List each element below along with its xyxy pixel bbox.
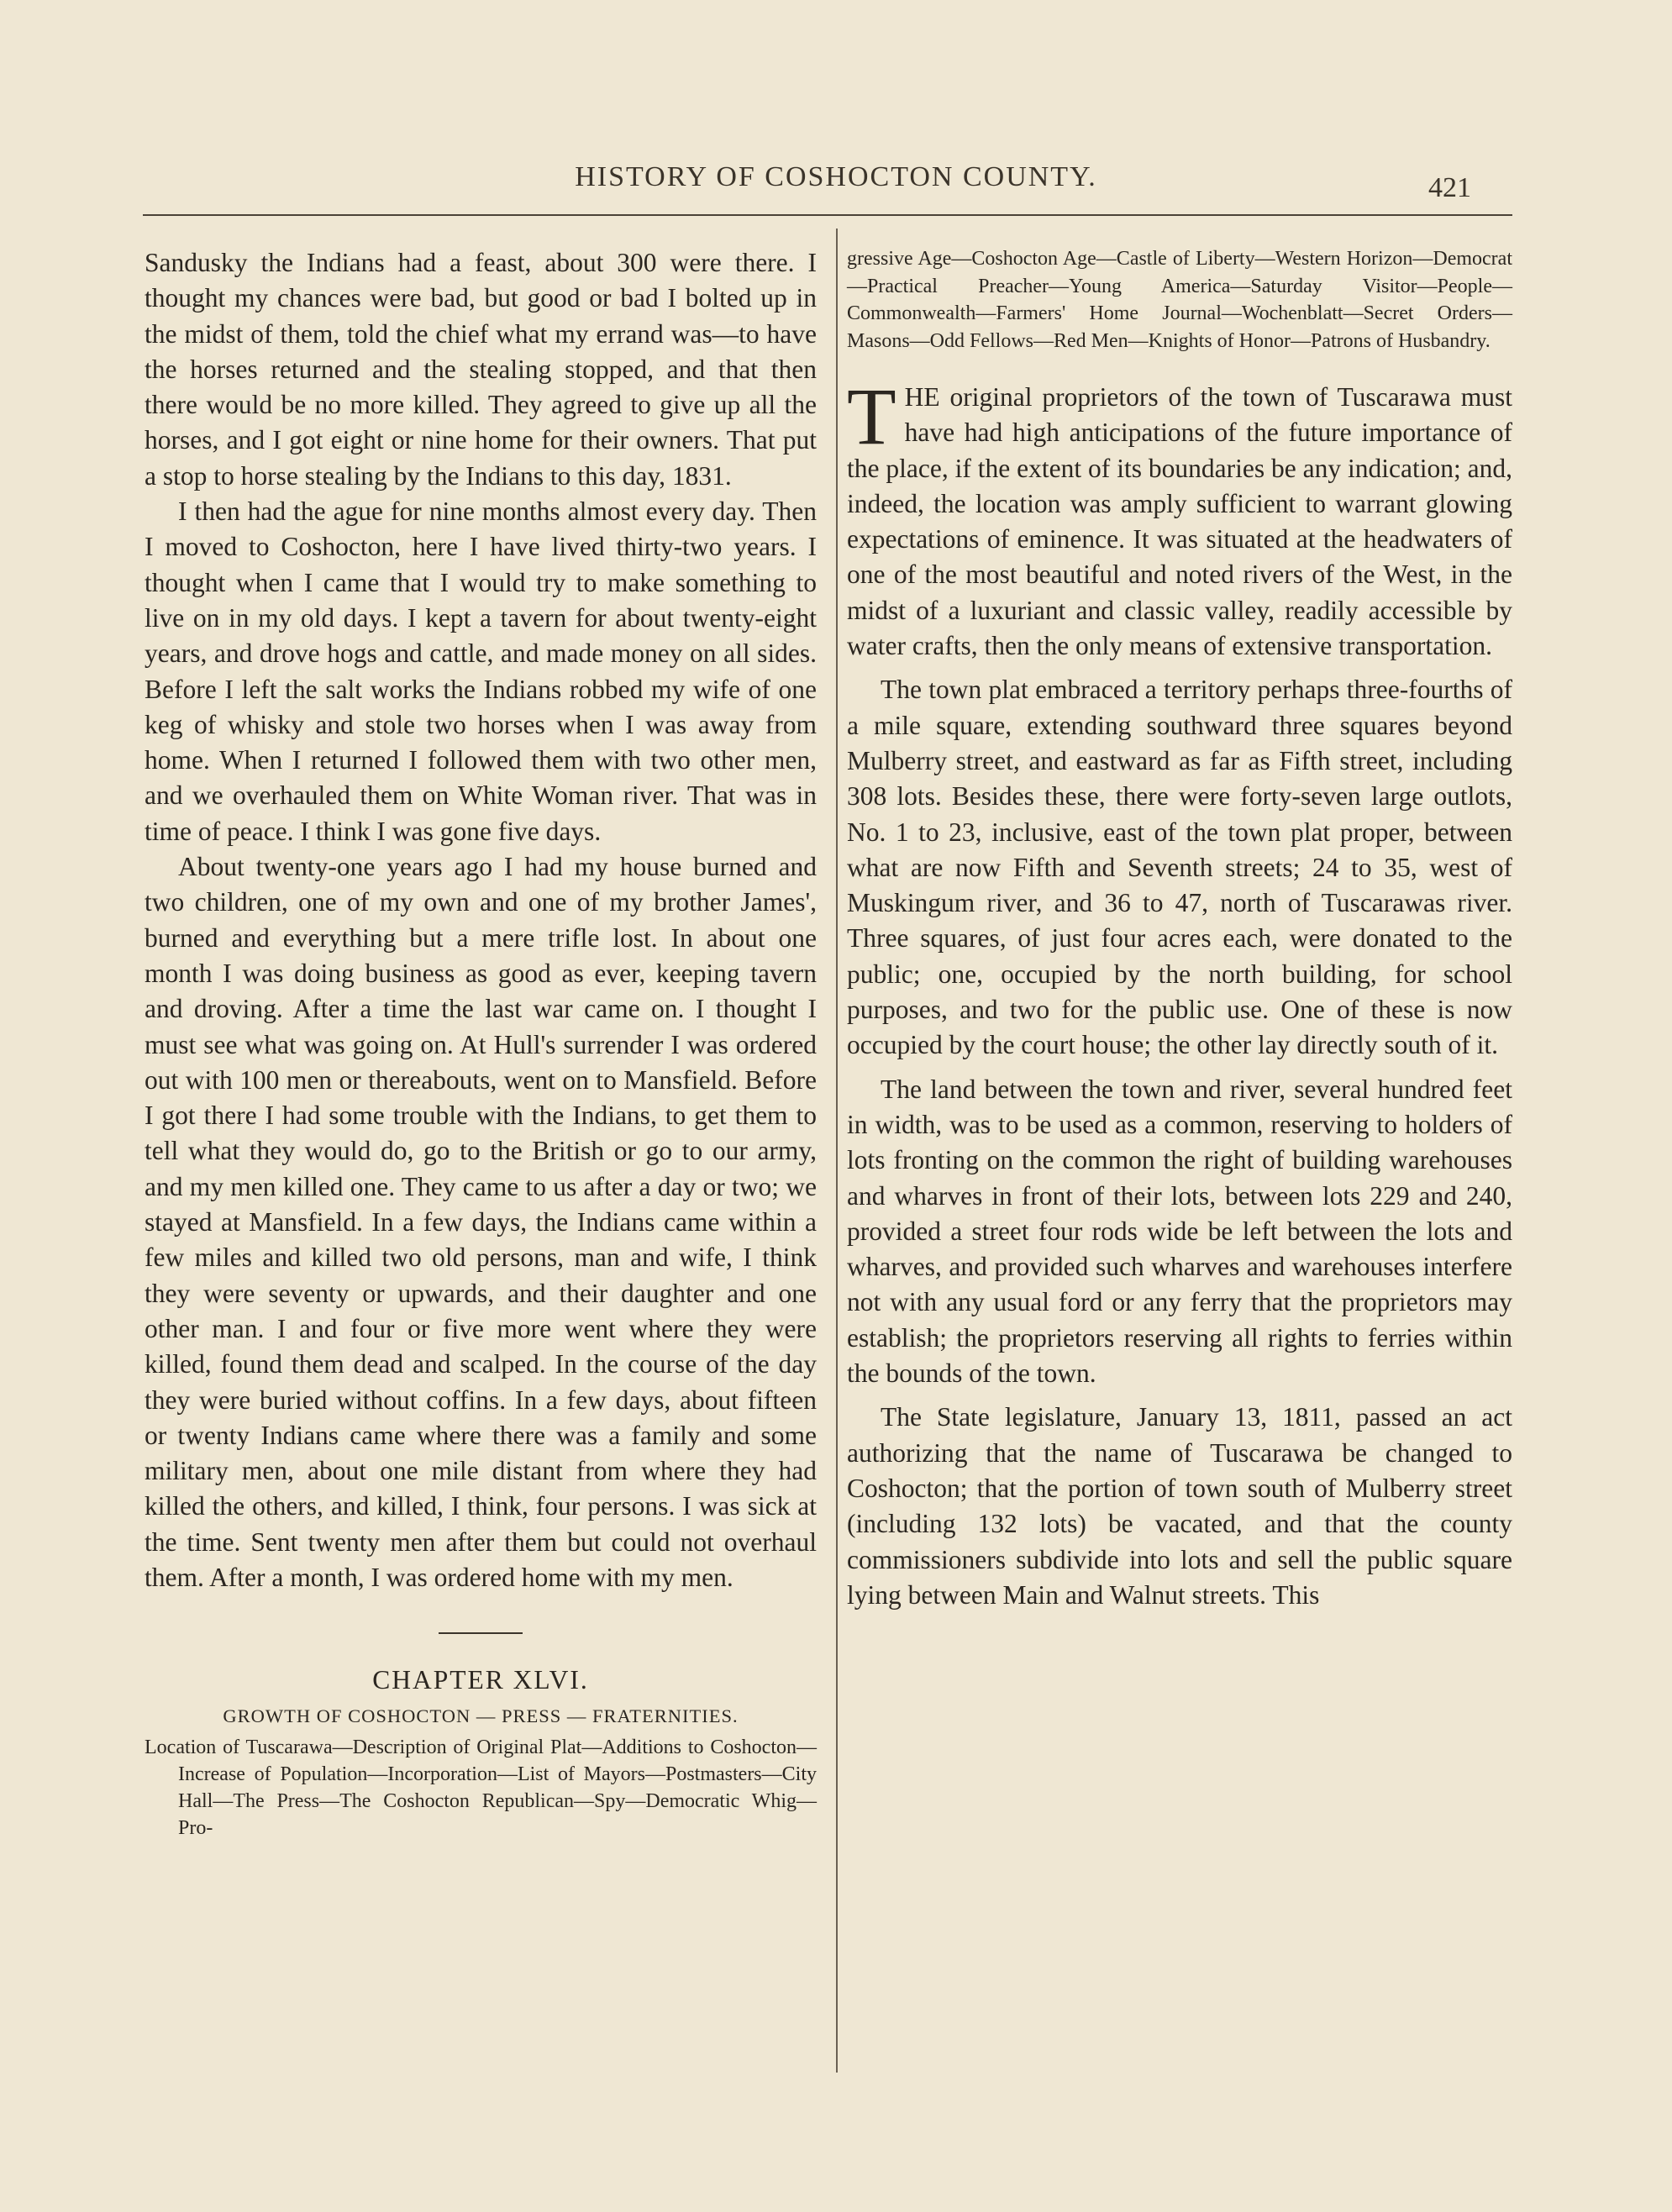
column-divider <box>836 229 838 2073</box>
right-paragraph-3: The State legislature, January 13, 1811, passed an act authorizing that the name of Tuscarawa be changed to Coshocton; that the portion of town south of Mulberry street (including 132 lots) be vacated, and that the county commissioners subdivide into lots and sell the public square lying between Main and Walnut streets. This <box>847 1402 1512 1610</box>
left-column <box>145 245 817 1842</box>
page-number: 421 <box>1428 172 1471 203</box>
chapter-separator-rule <box>439 1632 523 1634</box>
left-paragraph-3: About twenty-one years ago I had my house burned and two children, one of my own and one of my brother James', burned and everything but a mere trifle lost. In about one month I was doing business as good as ever, keeping tavern and droving. After a time the last war came on. I thought I must see what was going on. At Hull's surrender I was ordered out with 100 men or thereabouts, went on to Mansfield. Before I got there I had some trouble with the Indians, to get them to tell what they would do, go to the British or go to our army, and my men killed one. They came to us after a day or two; we stayed at Mansfield. In a few days, the Indians came within a few miles and killed two old persons, man and wife, I think they were seventy or upwards, and their daughter and one other man. I and four or five more went where they were killed, found them dead and scalped. In the course of the day they were buried without coffins. In a few days, about fifteen or twenty Indians came where there was a family and some military men, about one mile distant from where they had killed the others, and killed, I think, four persons. I was sick at the time. Sent twenty men after them but could not overhaul them. After a month, I was ordered home with my men. <box>145 852 817 1592</box>
opening-paragraph <box>847 371 1512 664</box>
right-paragraph-1: The town plat embraced a territory perhaps three-fourths of a mile square, extending southward three squares beyond Mulberry street, and eastward as far as Fifth street, including 308 lots. Besides these, there were forty-seven large outlots, No. 1 to 23, inclusive, east of the town plat proper, between what are now Fifth and Seventh streets; 24 to 35, west of Muskingum river, and 36 to 47, north of Tuscarawas river. Three squares, of just four acres each, were donated to the public; one, occupied by the north building, for school purposes, and two for the public use. One of these is now occupied by the court house; the other lay directly south of it. <box>847 675 1512 1060</box>
header-rule <box>143 214 1512 216</box>
left-paragraph-1: Sandusky the Indians had a feast, about 300 were there. I thought my chances were bad, but good or bad I bolted up in the midst of them, told the chief what my errand was—to have the horses returned and the stealing stopped, and that then there would be no more killed. They agreed to give up all the horses, and I got eight or nine home for their owners. That put a stop to horse stealing by the Indians to this day, 1831. <box>145 248 817 491</box>
right-paragraph-2: The land between the town and river, several hundred feet in width, was to be used as a common, reserving to holders of lots fronting on the common the right of building warehouses and wharves in front of their lots, between lots 229 and 240, provided a street four rods wide be left between the lots and wharves, and provided such wharves and warehouses interfere not with any usual ford or any ferry that the proprietors may establish; the proprietors reserving all rights to ferries within the bounds of the town. <box>847 1074 1512 1389</box>
running-title: HISTORY OF COSHOCTON COUNTY. <box>575 161 1097 192</box>
chapter-synopsis-continued: gressive Age—Coshocton Age—Castle of Liberty—Western Horizon—Democrat—Practical Preacher—Young America—Saturday Visitor—People—Commonwealth—Farmers' Home Journal—Wochenblatt—Secret Orders—Masons—Odd Fellows—Red Men—Knights of Honor—Patrons of Husbandry. <box>847 248 1512 352</box>
opening-paragraph-text: HE original proprietors of the town of Tuscarawa must have had high anticipations of the future importance of the place, if the extent of its boundaries be any indication; and, indeed, the location was amply sufficient to warrant glowing expectations of eminence. It was situated at the headwaters of one of the most beautiful and noted rivers of the West, in the midst of a luxuriant and classic valley, readily accessible by water crafts, then the only means of extensive transportation. <box>847 382 1512 661</box>
chapter-heading: CHAPTER XLVI. <box>372 1665 589 1695</box>
drop-cap: T <box>847 371 896 461</box>
left-paragraph-2: I then had the ague for nine months almost every day. Then I moved to Coshocton, here I have lived thirty-two years. I thought when I came that I would try to make something to live on in my old days. I kept a tavern for about twenty-eight years, and drove hogs and cattle, and made money on all sides. Before I left the salt works the Indians robbed my wife of one keg of whisky and stole two horses when I was away from home. When I returned I followed them with two other men, and we overhauled them on White Woman river. That was in time of peace. I think I was gone five days. <box>145 497 817 846</box>
right-column <box>847 245 1512 1621</box>
chapter-synopsis: Location of Tuscarawa—Description of Original Plat—Additions to Coshocton—Increase of Population—Incorporation—List of Mayors—Postmasters—City Hall—The Press—The Coshocton Republican—Spy—Democratic Whig—Pro- <box>145 1736 817 1839</box>
chapter-subtitle: GROWTH OF COSHOCTON — PRESS — FRATERNITIES. <box>223 1705 739 1726</box>
